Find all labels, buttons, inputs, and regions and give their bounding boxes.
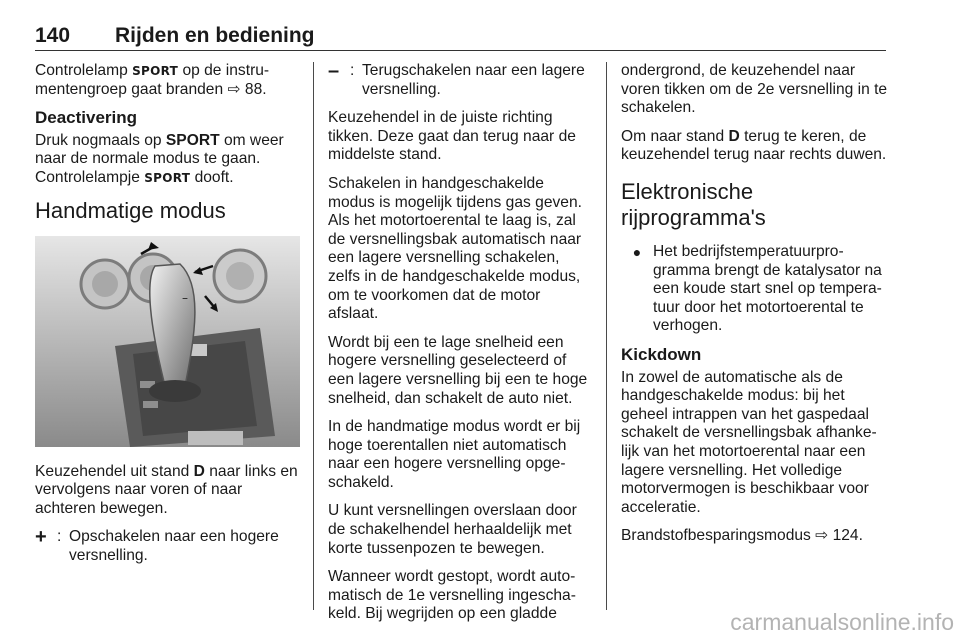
column-3	[621, 62, 889, 556]
paragraph-snelheid: Wordt bij een te lage snelheid een hogere versnelling geselecteerd of een lagere versnelling bij een te hoge snelheid, dan schakelt de auto niet.	[328, 333, 588, 407]
column-2	[328, 62, 593, 634]
heading-handmatige-modus: Handmatige modus	[35, 197, 226, 223]
column-divider	[313, 62, 314, 610]
paragraph-controlelamp: Controlelamp SPORT op de instru-mentengroep gaat branden ⇨ 88.	[35, 62, 270, 98]
arrow-right-icon[interactable]: ⇨	[227, 80, 241, 98]
column-divider	[606, 62, 607, 610]
bullet-icon: ●	[632, 243, 642, 260]
sport-indicator-icon: SPORT	[132, 64, 179, 78]
definition-minus: – : Terugschakelen naar een lagere versnelling.	[328, 60, 585, 98]
paragraph-ondergrond: ondergrond, de keuzehendel naar voren tikken om de 2e versnelling in te schakelen.	[621, 62, 888, 117]
paragraph-tikken: Keuzehendel in de juiste richting tikken. Deze gaat dan terug naar de middelste stand.	[328, 109, 576, 164]
paragraph-deactivering: Druk nogmaals op SPORT om weer naar de normale modus te gaan. Controlelampje SPORT dooft.	[35, 131, 284, 186]
paragraph-kickdown: In zowel de automatische als de handgeschakelde modus: bij het geheel intrappen van het gaspedaal schakelt de versnellingsbak afhanke-lijk van het motortoerental naar een lagere versnelling. Het volledige motorvermogen is beschikbaar voor acceleratie.	[621, 368, 877, 516]
paragraph-overslaan: U kunt versnellingen overslaan door de schakelhendel herhaaldelijk met korte tussenpozen te bewegen.	[328, 502, 577, 557]
heading-deactivering: Deactivering	[35, 108, 138, 128]
running-title: Rijden en bediening	[115, 24, 315, 47]
page-header	[35, 22, 886, 51]
paragraph-gestopt: Wanneer wordt gestopt, wordt auto-matisch de 1e versnelling ingescha-keld. Bij wegrijden op een gladde	[328, 568, 576, 623]
minus-icon: –	[328, 60, 340, 82]
heading-kickdown: Kickdown	[621, 344, 702, 364]
heading-elektronische-rijprogrammas: Elektronische rijprogramma's	[621, 178, 766, 230]
definition-plus: + : Opschakelen naar een hogere versnelling.	[35, 526, 279, 564]
page-number: 140	[35, 24, 71, 47]
gear-selector-photo	[35, 236, 300, 447]
paragraph-stand-d: Om naar stand D terug te keren, de keuzehendel terug naar rechts duwen.	[621, 127, 887, 164]
sport-indicator-icon: SPORT	[144, 170, 191, 185]
paragraph-brandstofbesparing: Brandstofbesparingsmodus ⇨ 124.	[621, 527, 863, 545]
watermark: carmanualsonline.info	[730, 609, 954, 635]
paragraph-toerentallen: In de handmatige modus wordt er bij hoge toerentallen niet automatisch naar een hogere versnelling opge-schakeld.	[328, 418, 581, 491]
arrow-right-icon[interactable]: ⇨	[815, 527, 829, 545]
plus-icon: +	[35, 526, 47, 549]
paragraph-schakelen: Schakelen in handgeschakelde modus is mogelijk tijdens gas geven. Als het motortoerental te laag is, zal de versnellingsbak automatisch naar een lagere versnelling schakelen, zelfs in de handgeschakelde modus, om te voorkomen dat de motor afslaat.	[328, 174, 582, 323]
column-1	[35, 62, 300, 576]
list-item: ● Het bedrijfstemperatuurpro-gramma brengt de katalysator na een koude start snel op tempera-tuur door het motortoerental te verhogen.	[621, 243, 889, 336]
svg-text:–: –	[182, 290, 188, 305]
paragraph-keuzehendel: Keuzehendel uit stand D naar links en vervolgens naar voren of naar achteren bewegen.	[35, 462, 298, 517]
